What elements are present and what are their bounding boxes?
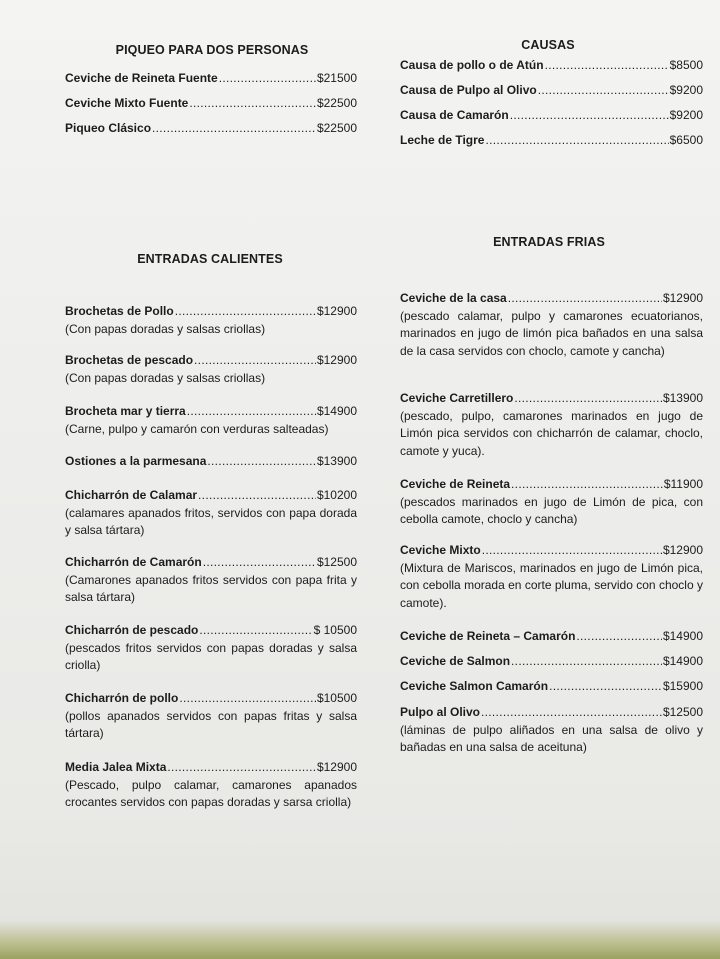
menu-item-line [65, 120, 357, 138]
dot-leader [508, 290, 662, 308]
menu-item-line [65, 487, 357, 505]
menu-item-price: $13900 [662, 391, 703, 405]
dot-leader [549, 678, 662, 696]
menu-item-line [65, 303, 357, 321]
dot-leader [514, 390, 662, 408]
menu-item-line [65, 622, 357, 640]
menu-item-name: Brochetas de pescado [65, 353, 194, 367]
dot-leader [152, 120, 316, 138]
menu-item-description: (Mixtura de Mariscos, marinados en jugo de Limón pica, con cebolla morada en corte pluma, servido con choclo y camote). [400, 560, 703, 610]
menu-item-price: $12500 [662, 705, 703, 719]
menu-item-price: $15900 [662, 679, 703, 693]
dot-leader [167, 759, 316, 777]
menu-item-price: $9200 [669, 83, 703, 97]
dot-leader [219, 70, 316, 88]
menu-item-line [400, 107, 703, 125]
menu-item [65, 352, 357, 387]
menu-item [65, 303, 357, 338]
menu-item-price: $ 10500 [313, 623, 357, 637]
menu-item-line [400, 57, 703, 75]
dot-leader [538, 82, 669, 100]
menu-item-description: (pollos apanados servidos con papas fritas y salsa tártara) [65, 708, 357, 740]
menu-item [65, 554, 357, 607]
menu-item-name: Causa de pollo o de Atún [400, 58, 544, 72]
menu-item-price: $8500 [669, 58, 703, 72]
menu-item-line [65, 352, 357, 370]
menu-item [400, 704, 703, 757]
dot-leader [179, 690, 316, 708]
menu-item-price: $12500 [316, 555, 357, 569]
menu-item-line [400, 678, 703, 696]
dot-leader [481, 704, 662, 722]
menu-item-description: (calamares apanados fritos, servidos con papa dorada y salsa tártara) [65, 505, 357, 537]
menu-item-description: (pescados fritos servidos con papas doradas y salsa criolla) [65, 640, 357, 672]
menu-item [400, 653, 703, 671]
menu-item-price: $14900 [662, 654, 703, 668]
menu-item-description: (láminas de pulpo aliñados en una salsa de olivo y bañadas en una salsa de aceituna) [400, 722, 703, 754]
menu-item-price: $10200 [316, 488, 357, 502]
menu-item-description: (Con papas doradas y salsas criollas) [65, 321, 266, 336]
menu-item-line [65, 70, 357, 88]
menu-item-description: (pescado calamar, pulpo y camarones ecuatorianos, marinados en jugo de limón pica bañados en una salsa de la casa servidos con choclo, camote y cancha) [400, 308, 703, 358]
menu-item-price: $12900 [316, 304, 357, 318]
menu-item-name: Ceviche Salmon Camarón [400, 679, 549, 693]
menu-item-price: $12900 [662, 543, 703, 557]
menu-item [400, 542, 703, 612]
dot-leader [545, 57, 669, 75]
menu-item [65, 95, 357, 113]
menu-item-line [400, 628, 703, 646]
menu-item [400, 82, 703, 100]
menu-item-price: $6500 [669, 133, 703, 147]
menu-item-line [65, 403, 357, 421]
menu-item-name: Ceviche de Reineta Fuente [65, 71, 218, 85]
menu-item-name: Media Jalea Mixta [65, 760, 167, 774]
menu-item-price: $14900 [316, 404, 357, 418]
menu-item [400, 390, 703, 460]
menu-item-name: Chicharrón de pollo [65, 691, 179, 705]
menu-item-name: Ceviche Mixto Fuente [65, 96, 189, 110]
menu-item-price: $12900 [316, 760, 357, 774]
menu-item-name: Ostiones a la parmesana [65, 454, 207, 468]
menu-item-price: $21500 [316, 71, 357, 85]
menu-item-description: (pescado, pulpo, camarones marinados en jugo de Limón pica servidos con chicharrón de calamar, choclo, camote y yuca). [400, 408, 703, 458]
dot-leader [199, 622, 312, 640]
dot-leader [187, 403, 316, 421]
menu-item-name: Ceviche de Salmon [400, 654, 511, 668]
section-heading-calientes: ENTRADAS CALIENTES [137, 252, 283, 266]
menu-item [400, 476, 703, 529]
menu-item-price: $9200 [669, 108, 703, 122]
menu-item-line [400, 82, 703, 100]
menu-item-price: $14900 [662, 629, 703, 643]
menu-item-line [65, 690, 357, 708]
menu-item-name: Ceviche de la casa [400, 291, 507, 305]
section-heading-causas: CAUSAS [521, 38, 575, 52]
menu-item-line [400, 704, 703, 722]
menu-item-name: Leche de Tigre [400, 133, 485, 147]
menu-item-name: Chicharrón de Calamar [65, 488, 198, 502]
section-heading-piqueo: PIQUEO PARA DOS PERSONAS [115, 43, 309, 57]
menu-item-description: (Camarones apanados fritos servidos con papa frita y salsa tártara) [65, 572, 357, 604]
menu-item [65, 453, 357, 471]
section-heading-frias: ENTRADAS FRIAS [493, 235, 605, 249]
menu-item-line [400, 390, 703, 408]
menu-item [65, 120, 357, 138]
menu-item-name: Ceviche Mixto [400, 543, 481, 557]
dot-leader [175, 303, 316, 321]
menu-item-name: Chicharrón de Camarón [65, 555, 202, 569]
menu-item-name: Ceviche Carretillero [400, 391, 514, 405]
menu-item [400, 628, 703, 646]
menu-item [400, 107, 703, 125]
menu-item-line [400, 290, 703, 308]
menu-item-price: $12900 [662, 291, 703, 305]
dot-leader [482, 542, 662, 560]
menu-item-description: (pescados marinados en jugo de Limón de pica, con cebolla camote, choclo y cancha) [400, 494, 703, 526]
menu-item [65, 759, 357, 812]
menu-item [65, 403, 357, 438]
dot-leader [207, 453, 316, 471]
dot-leader [194, 352, 316, 370]
dot-leader [511, 653, 662, 671]
menu-item-name: Brochetas de Pollo [65, 304, 174, 318]
menu-item-price: $22500 [316, 96, 357, 110]
menu-item [65, 487, 357, 540]
menu-item-name: Causa de Camarón [400, 108, 509, 122]
menu-item-line [65, 759, 357, 777]
menu-item [65, 690, 357, 743]
menu-item-description: (Con papas doradas y salsas criollas) [65, 370, 266, 385]
menu-item-description: (Carne, pulpo y camarón con verduras salteadas) [65, 421, 329, 436]
menu-item [400, 290, 703, 360]
menu-item [65, 70, 357, 88]
dot-leader [485, 132, 668, 150]
dot-leader [576, 628, 662, 646]
dot-leader [189, 95, 316, 113]
menu-item-name: Ceviche de Reineta – Camarón [400, 629, 576, 643]
dot-leader [198, 487, 316, 505]
menu-item-name: Chicharrón de pescado [65, 623, 199, 637]
menu-item-price: $22500 [316, 121, 357, 135]
menu-item-line [400, 542, 703, 560]
menu-item-line [400, 132, 703, 150]
menu-item-line [65, 95, 357, 113]
menu-item-description: (Pescado, pulpo calamar, camarones apanados crocantes servidos con papas doradas y sarsa criolla) [65, 777, 357, 809]
menu-item [400, 132, 703, 150]
dot-leader [511, 476, 663, 494]
menu-item-name: Brocheta mar y tierra [65, 404, 186, 418]
menu-item-name: Ceviche de Reineta [400, 477, 511, 491]
menu-item [65, 622, 357, 675]
menu-item-name: Pulpo al Olivo [400, 705, 481, 719]
menu-item-line [400, 476, 703, 494]
dot-leader [203, 554, 316, 572]
menu-item-price: $11900 [663, 477, 703, 491]
menu-item-line [65, 554, 357, 572]
menu-item-name: Causa de Pulpo al Olivo [400, 83, 537, 97]
menu-item-price: $13900 [316, 454, 357, 468]
dot-leader [510, 107, 669, 125]
menu-item [400, 57, 703, 75]
menu-item-price: $12900 [316, 353, 357, 367]
menu-item-name: Piqueo Clásico [65, 121, 152, 135]
menu-item-line [400, 653, 703, 671]
menu-item-price: $10500 [316, 691, 357, 705]
menu-item [400, 678, 703, 696]
menu-item-line [65, 453, 357, 471]
